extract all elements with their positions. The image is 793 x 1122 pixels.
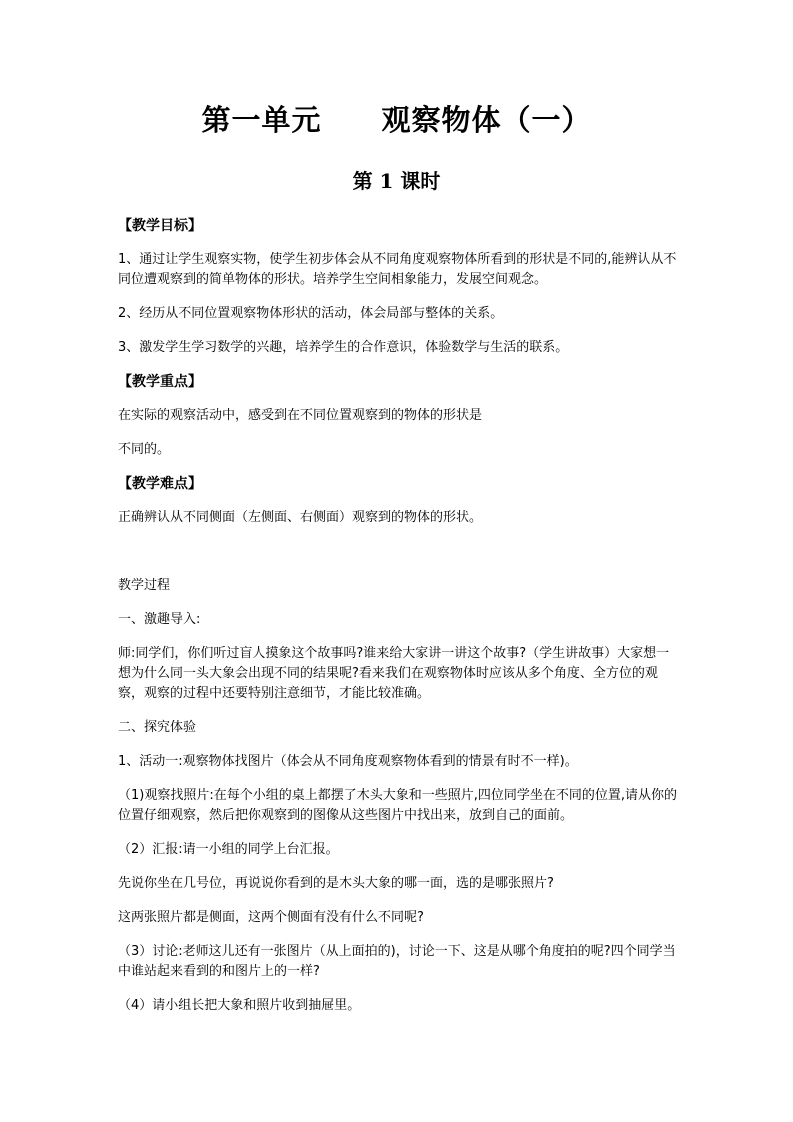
paragraph: （2）汇报:请一小组的同学上台汇报。 [118,842,339,857]
paragraph: 在实际的观察活动中，感受到在不同位置观察到的物体的形状是 [118,408,483,423]
paragraph: 教学过程 [118,578,171,593]
paragraph: 1、活动一:观察物体找图片（体会从不同角度观察物体看到的情景有时不一样)。 [118,754,578,769]
paragraph: 先说你坐在几号位，再说说你看到的是木头大象的哪一面，选的是哪张照片? [118,876,554,891]
paragraph: 3、激发学生学习数学的兴趣，培养学生的合作意识，体验数学与生活的联系。 [118,340,569,355]
paragraph: 师:同学们，你们听过盲人摸象这个故事吗?谁来给大家讲一讲这个故事?（学生讲故事）大家想一想为什么同一头大象会出现不同的结果呢?看来我们在观察物体时应该从多个角度、全方位的观察，观察的过程中还要特别注意细节，才能比较准确。 [118,646,670,701]
paragraph: 不同的。 [118,442,171,457]
paragraph: 一、激趣导入: [118,612,201,627]
section-heading: 【教学难点】 [118,476,202,492]
paragraph: （3）讨论:老师这儿还有一张图片（从上面拍的)，讨论一下、这是从哪个角度拍的呢?四个同学当中谁站起来看到的和图片上的一样? [118,944,676,979]
section-heading: 【教学目标】 [118,218,202,234]
paragraph: 二、探究体验 [118,720,197,735]
paragraph: 2、经历从不同位置观察物体形状的活动，体会局部与整体的关系。 [118,306,504,321]
document-body [118,216,678,1030]
section-heading: 【教学重点】 [118,374,202,390]
paragraph: 正确辨认从不同侧面（左侧面、右侧面）观察到的物体的形状。 [118,510,483,525]
paragraph: （1)观察找照片:在每个小组的桌上都摆了木头大象和一些照片,四位同学坐在不同的位置,请从你的位置仔细观察，然后把你观察到的图像从这些图片中找出来，放到自己的面前。 [118,788,677,823]
paragraph: 这两张照片都是侧面，这两个侧面有没有什么不同呢? [118,910,424,925]
page-title: 第一单元 观察物体（一） [201,103,592,137]
paragraph: （4）请小组长把大象和照片收到抽屉里。 [118,998,361,1013]
spacer [118,542,678,576]
lesson-subtitle: 第 1 课时 [352,169,441,193]
paragraph: 1、通过让学生观察实物，使学生初步体会从不同角度观察物体所看到的形状是不同的,能辨认从不同位遭观察到的简单物体的形状。培养学生空间相象能力，发展空间观念。 [118,252,677,287]
